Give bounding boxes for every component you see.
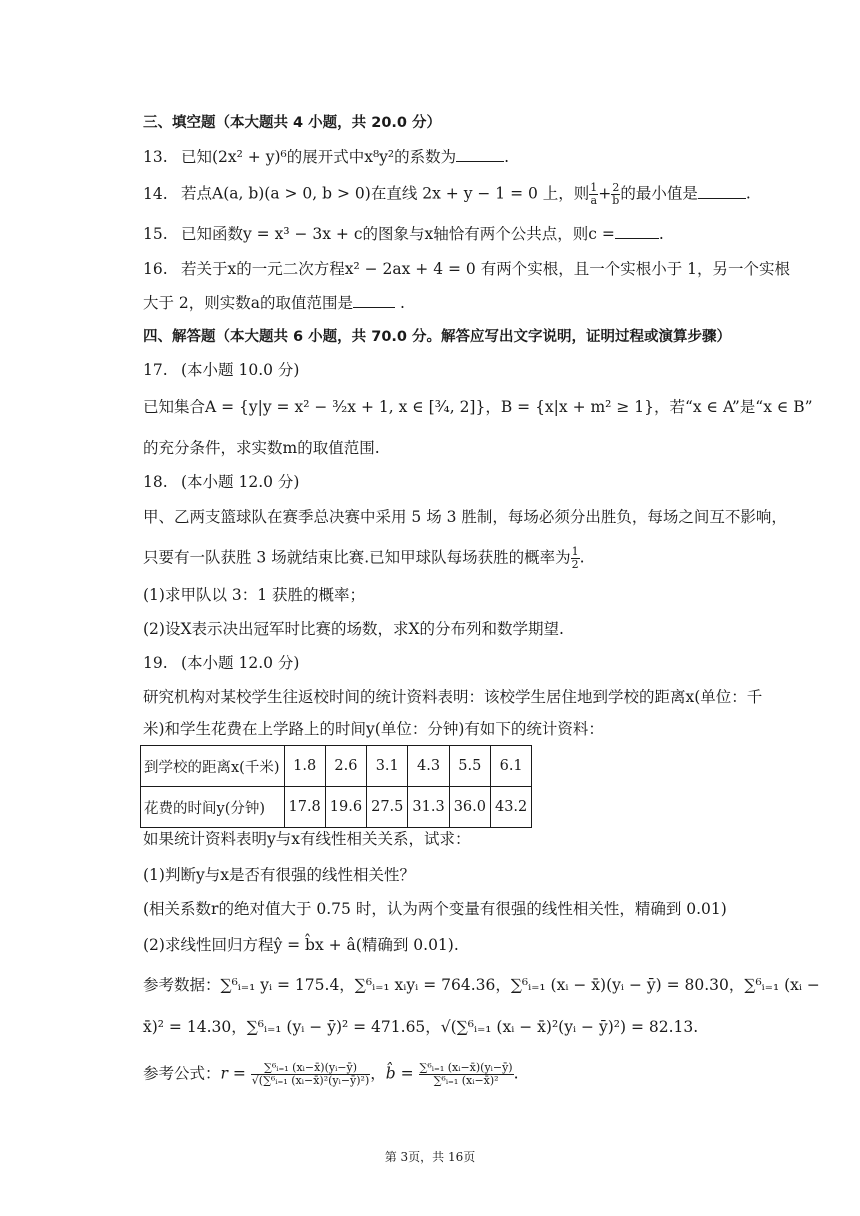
question-16-cont: 大于 2，则实数a的取值范围是 .	[143, 294, 405, 312]
reference-formula: 参考公式：r = $\frac{\text{∑⁶ᵢ₌₁ (xᵢ−x̄)(yᵢ−ȳ)}}{\text{√(∑⁶ᵢ₌₁ (xᵢ−x̄)²(yᵢ−ȳ)²)}}$ ，b̂ = $\frac{\text{∑⁶ᵢ₌₁ (xᵢ−x̄)(yᵢ−ȳ)}}{\text{∑⁶ᵢ₌₁ (xᵢ−x̄)²}}$ .	[143, 1061, 519, 1087]
question-18-line2: 只要有一队获胜 3 场就结束比赛.已知甲球队每场获胜的概率为 $\frac{1}{2}$ .	[143, 545, 585, 571]
question-17-header	[143, 359, 299, 381]
question-score: (本小题 10.0 分)	[181, 361, 300, 379]
question-text: 若点A(a, b)(a > 0, b > 0)在直线 2x + y − 1 = 0 上，则	[181, 184, 590, 203]
table-cell: 17.8	[284, 787, 325, 828]
question-19-part2: (2)求线性回归方程ŷ = b̂x + â(精确到 0.01).	[143, 936, 459, 954]
table-cell: 4.3	[408, 746, 449, 787]
table-cell: 31.3	[408, 787, 449, 828]
question-16	[143, 258, 790, 280]
question-number: 14.	[143, 184, 168, 203]
table-cell: 19.6	[325, 787, 366, 828]
question-score: (本小题 12.0 分)	[181, 654, 300, 672]
section-title-answer: 四、解答题（本大题共 6 小题，共 70.0 分。解答应写出文字说明，证明过程或演算步骤）	[143, 329, 732, 345]
answer-blank[interactable]	[698, 184, 746, 199]
section-title-fill-in: 三、填空题（本大题共 4 小题，共 20.0 分）	[143, 115, 442, 131]
question-number: 19.	[143, 654, 168, 672]
question-19-header	[143, 652, 299, 674]
fraction-r: $\frac{\text{∑⁶ᵢ₌₁ (xᵢ−x̄)(yᵢ−ȳ)}}{\text{√(∑⁶ᵢ₌₁ (xᵢ−x̄)²(yᵢ−ȳ)²)}}$	[251, 1061, 370, 1087]
question-text: 已知(2x² + y)⁶的展开式中x⁸y²的系数为	[181, 148, 457, 166]
table-row	[141, 787, 532, 828]
question-14: 14. 若点A(a, b)(a > 0, b > 0)在直线 2x + y − 1 = 0 上，则 $\frac{1}{a}$ + $\frac{2}{b}$ 的最小值是 .	[143, 181, 751, 207]
fraction-b: $\frac{\text{∑⁶ᵢ₌₁ (xᵢ−x̄)(yᵢ−ȳ)}}{\text{∑⁶ᵢ₌₁ (xᵢ−x̄)²}}$	[419, 1061, 513, 1087]
question-19-line3: 如果统计资料表明y与x有线性相关关系，试求：	[143, 830, 471, 848]
question-19-line1: 研究机构对某校学生往返校时间的统计资料表明：该校学生居住地到学校的距离x(单位：千	[143, 688, 763, 706]
reference-data-line1: 参考数据：∑⁶ᵢ₌₁ yᵢ = 175.4，∑⁶ᵢ₌₁ xᵢyᵢ = 764.36，∑⁶ᵢ₌₁ (xᵢ − x̄)(yᵢ − ȳ) = 80.30，∑⁶ᵢ₌₁ (xᵢ −	[143, 976, 820, 994]
question-number: 18.	[143, 473, 168, 491]
table-cell: 43.2	[490, 787, 531, 828]
answer-blank[interactable]	[615, 224, 659, 239]
question-19-part1: (1)判断y与x是否有很强的线性相关性？	[143, 866, 415, 884]
table-row	[141, 746, 532, 787]
question-18-line1: 甲、乙两支篮球队在赛季总决赛中采用 5 场 3 胜制，每场必须分出胜负，每场之间互不影响，	[143, 508, 787, 526]
question-17-line2: 的充分条件，求实数m的取值范围.	[143, 439, 380, 457]
table-cell: 5.5	[449, 746, 490, 787]
table-cell: 36.0	[449, 787, 490, 828]
question-text: 已知函数y = x³ − 3x + c的图象与x轴恰有两个公共点，则c =	[181, 225, 615, 243]
table-cell: 1.8	[284, 746, 325, 787]
question-text: 若关于x的一元二次方程x² − 2ax + 4 = 0 有两个实根，且一个实根小于 1，另一个实根	[181, 260, 791, 278]
page-footer: 第 3页，共 16页	[384, 1150, 476, 1164]
question-number: 16.	[143, 260, 168, 278]
question-number: 17.	[143, 361, 168, 379]
answer-blank[interactable]	[353, 293, 395, 308]
fraction: $\frac{2}{b}$	[612, 181, 620, 207]
question-number: 15.	[143, 225, 168, 243]
answer-blank[interactable]	[456, 147, 504, 162]
question-18-part1: (1)求甲队以 3：1 获胜的概率；	[143, 586, 366, 604]
question-18-header	[143, 471, 299, 493]
table-cell: 6.1	[490, 746, 531, 787]
table-cell: 2.6	[325, 746, 366, 787]
fraction: $\frac{1}{a}$	[590, 181, 598, 207]
table-cell: 27.5	[367, 787, 408, 828]
question-17-line1: 已知集合A = {y|y = x² − ³⁄₂x + 1, x ∈ [³⁄₄, 2]}，B = {x|x + m² ≥ 1}，若“x ∈ A”是“x ∈ B”	[143, 398, 813, 416]
question-15: 15. 已知函数y = x³ − 3x + c的图象与x轴恰有两个公共点，则c = .	[143, 225, 664, 243]
question-19-part1-note: (相关系数r的绝对值大于 0.75 时，认为两个变量有很强的线性相关性，精确到 0.01)	[143, 900, 727, 918]
question-18-part2: (2)设X表示决出冠军时比赛的场数，求X的分布列和数学期望.	[143, 620, 564, 638]
reference-data-line2: x̄)² = 14.30，∑⁶ᵢ₌₁ (yᵢ − ȳ)² = 471.65，√(∑⁶ᵢ₌₁ (xᵢ − x̄)²(yᵢ − ȳ)²) = 82.13.	[143, 1018, 699, 1036]
statistics-table	[140, 745, 532, 828]
question-score: (本小题 12.0 分)	[181, 473, 300, 491]
question-number: 13.	[143, 148, 168, 166]
row-label: 花费的时间y(分钟)	[141, 787, 285, 828]
question-19-line2: 米)和学生花费在上学路上的时间y(单位：分钟)有如下的统计资料：	[143, 720, 604, 738]
row-label: 到学校的距离x(千米)	[141, 746, 285, 787]
question-13: 13. 已知(2x² + y)⁶的展开式中x⁸y²的系数为 .	[143, 148, 510, 166]
table-cell: 3.1	[367, 746, 408, 787]
fraction: $\frac{1}{2}$	[571, 545, 579, 571]
